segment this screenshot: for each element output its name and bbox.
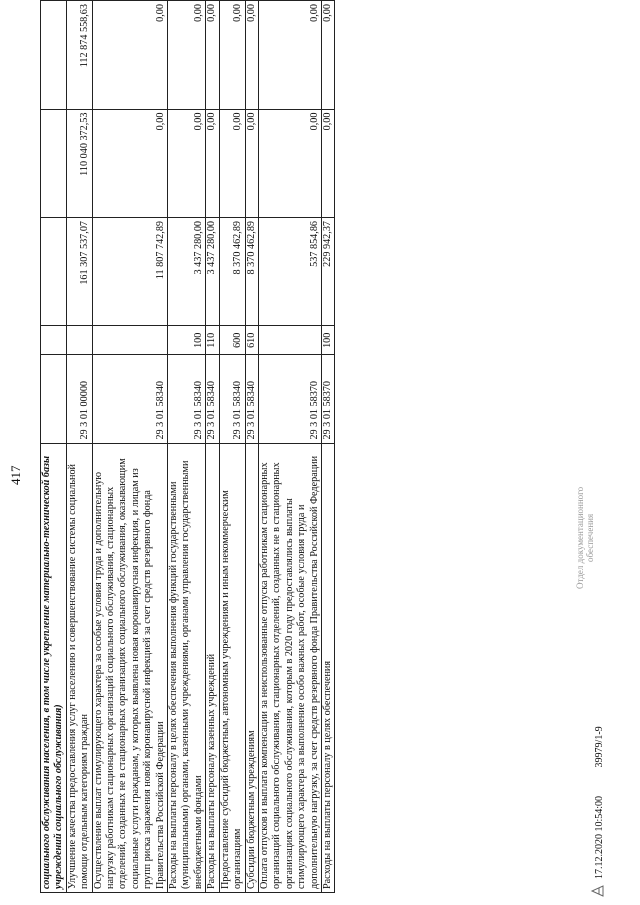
cell-v3 — [41, 1, 67, 110]
cell-v2: 0,00 — [245, 109, 258, 217]
cell-csr: 29 3 01 58340 — [245, 355, 258, 443]
cell-v2: 0,00 — [321, 109, 334, 217]
cell-v3: 0,00 — [245, 1, 258, 110]
cell-v1: 3 437 280,00 — [206, 217, 219, 326]
cell-v1: 229 942,37 — [321, 217, 334, 326]
logo-icon — [590, 885, 604, 897]
cell-vr: 100 — [321, 326, 334, 355]
cell-v3: 0,00 — [258, 1, 321, 110]
table-row — [245, 1, 258, 893]
cell-name: Расходы на выплаты персоналу казенных учреждений — [206, 443, 219, 892]
cell-vr: 600 — [219, 326, 245, 355]
cell-name: Предоставление субсидий бюджетным, автономным учреждениям и иным некоммерческим организациям — [219, 443, 245, 892]
cell-name: Оплата отпусков и выплата компенсации за неиспользованные отпуска работникам стационарных организаций социального обслуживания, стационарных отделений, созданных не в стационарных организациях социального обслуживания, которым в 2020 году предоставлялись выплаты стимулирующего характера за выполнение особо важных работ, особые условия труда и дополнительную нагрузку, за счет средств резервного фонда Правительства Российской Федерации — [258, 443, 321, 892]
footer-code: 39979/1-9 — [594, 726, 605, 768]
cell-vr — [258, 326, 321, 355]
cell-v2 — [41, 109, 67, 217]
stamp-line: обеспечения — [585, 513, 595, 562]
cell-v1: 3 437 280,00 — [168, 217, 206, 326]
cell-v2: 0,00 — [206, 109, 219, 217]
cell-name: Осуществление выплат стимулирующего характера за особые условия труда и дополнительную нагрузку работникам стационарных организаций социального обслуживания, стационарных отделений, созданных не в стационарных организациях социального обслуживания, оказывающим социальные услуги гражданам, у которых выявлена новая коронавирусная инфекция, и лицам из групп риска заражения новой коронавирусной инфекцией за счет средств резервного фонда Правительства Российской Федерации — [92, 443, 167, 892]
cell-v3: 0,00 — [92, 1, 167, 110]
table-row — [92, 1, 167, 893]
cell-csr: 29 3 01 58370 — [321, 355, 334, 443]
cell-vr: 610 — [245, 326, 258, 355]
cell-v3: 0,00 — [206, 1, 219, 110]
cell-vr — [66, 326, 92, 355]
cell-v2: 0,00 — [219, 109, 245, 217]
cell-csr: 29 3 01 58340 — [219, 355, 245, 443]
cell-v2: 0,00 — [168, 109, 206, 217]
cell-csr: 29 3 01 58370 — [258, 355, 321, 443]
page-number: 417 — [8, 465, 23, 485]
cell-v1: 8 370 462,89 — [245, 217, 258, 326]
budget-table — [40, 0, 335, 893]
cell-name: Улучшение качества предоставления услуг населению и совершенствование системы социальной помощи отдельным категориям граждан — [66, 443, 92, 892]
cell-vr: 110 — [206, 326, 219, 355]
cell-v3: 0,00 — [219, 1, 245, 110]
cell-csr: 29 3 01 58340 — [206, 355, 219, 443]
cell-name: Расходы на выплаты персоналу в целях обеспечения выполнения функций государственными (муниципальными) органами, казенными учреждениями, органами управления государственными внебюджетными фондами — [168, 443, 206, 892]
cell-v1: 11 807 742,89 — [92, 217, 167, 326]
table-row — [168, 1, 206, 893]
cell-csr: 29 3 01 58340 — [92, 355, 167, 443]
cell-name: социального обслуживания населения, в том числе укрепление материально-технической базы учреждений социального обслуживания) — [41, 443, 67, 892]
cell-v1: 537 854,86 — [258, 217, 321, 326]
cell-v2: 0,00 — [258, 109, 321, 217]
table-row — [219, 1, 245, 893]
cell-v3: 0,00 — [168, 1, 206, 110]
table-row — [41, 1, 67, 893]
cell-csr — [41, 355, 67, 443]
cell-vr: 100 — [168, 326, 206, 355]
cell-v1: 161 307 537,07 — [66, 217, 92, 326]
stamp-line: Отдел документационного — [575, 486, 585, 589]
cell-v2: 0,00 — [92, 109, 167, 217]
cell-csr: 29 3 01 00000 — [66, 355, 92, 443]
cell-vr — [41, 326, 67, 355]
table-row — [258, 1, 321, 893]
cell-name: Расходы на выплаты персоналу в целях обеспечения — [321, 443, 334, 892]
table-row — [206, 1, 219, 893]
cell-name: Субсидии бюджетным учреждениям — [245, 443, 258, 892]
cell-v3: 112 874 558,63 — [66, 1, 92, 110]
cell-csr: 29 3 01 58340 — [168, 355, 206, 443]
department-stamp — [575, 487, 595, 589]
cell-vr — [92, 326, 167, 355]
cell-v3: 0,00 — [321, 1, 334, 110]
table-row — [66, 1, 92, 893]
footer — [594, 700, 605, 879]
cell-v1 — [41, 217, 67, 326]
footer-date: 17.12.2020 10:54:00 — [594, 795, 605, 879]
cell-v2: 110 040 372,53 — [66, 109, 92, 217]
cell-v1: 8 370 462,89 — [219, 217, 245, 326]
table-row — [321, 1, 334, 893]
